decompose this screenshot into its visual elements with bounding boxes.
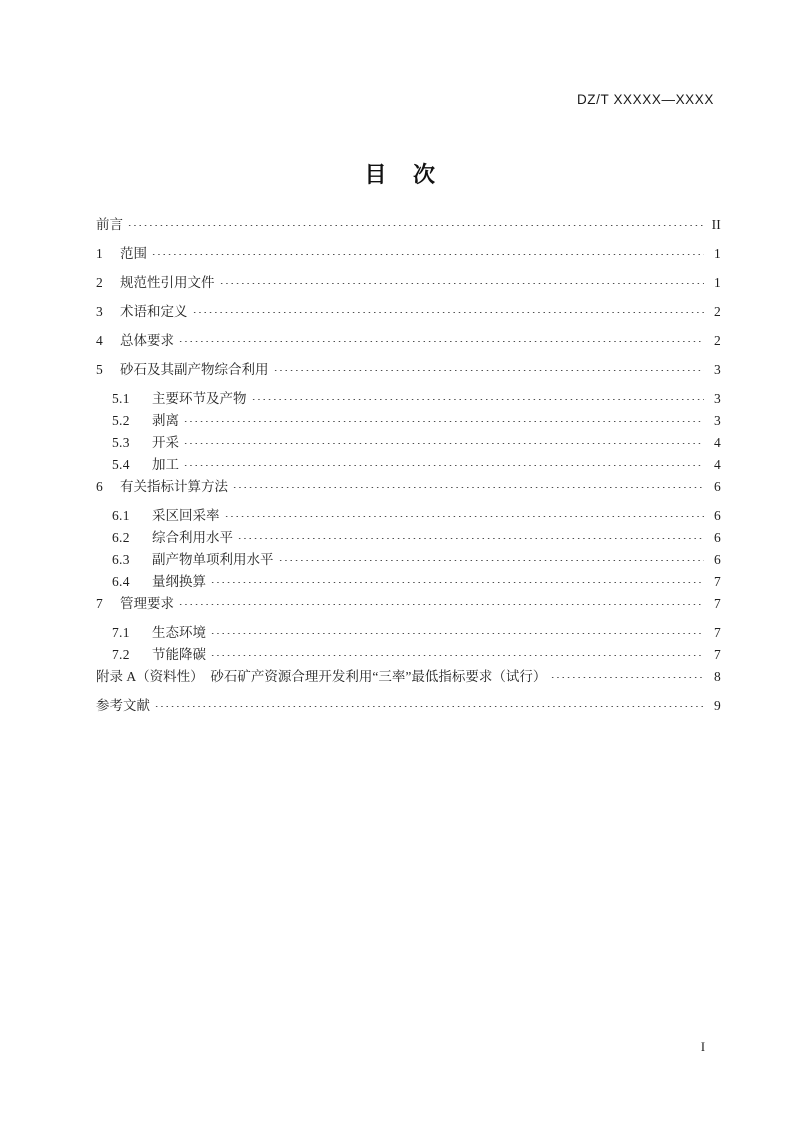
toc-dot-leader <box>183 456 704 469</box>
toc-dot-leader <box>273 361 705 374</box>
toc-entry-number: 7 <box>96 596 104 611</box>
toc-entry-label: 生态环境 <box>152 625 206 640</box>
toc-dot-leader <box>251 390 705 403</box>
toc-entry[interactable] <box>96 478 721 494</box>
toc-entry-page-number: 7 <box>714 625 721 640</box>
toc-entry[interactable] <box>96 412 721 428</box>
toc-dot-leader <box>210 646 704 659</box>
toc-entry[interactable] <box>96 303 721 319</box>
toc-entry-label: 综合利用水平 <box>152 530 233 545</box>
toc-entry[interactable] <box>96 456 721 472</box>
toc-entry-number: 6.2 <box>112 530 130 545</box>
toc-entry-number: 4 <box>96 333 104 348</box>
toc-dot-leader <box>219 274 705 287</box>
toc-entry[interactable] <box>96 390 721 406</box>
toc-entry-page-number: 8 <box>714 669 721 684</box>
toc-entry-number: 6 <box>96 479 104 494</box>
toc-entry-page-number: 4 <box>714 435 721 450</box>
toc-entry-number: 1 <box>96 246 104 261</box>
toc-dot-leader <box>192 303 705 316</box>
toc-entry[interactable] <box>96 529 721 545</box>
toc-entry-number: 7.2 <box>112 647 130 662</box>
toc-entry-number: 5.3 <box>112 435 130 450</box>
toc-entry-label: 规范性引用文件 <box>120 275 215 290</box>
toc-entry-label: 副产物单项利用水平 <box>152 552 274 567</box>
toc-entry-page-number: 7 <box>714 647 721 662</box>
toc-entry[interactable] <box>96 646 721 662</box>
page-title-char-1: 目 <box>364 162 387 187</box>
toc-dot-leader <box>232 478 704 491</box>
toc-entry-label: 管理要求 <box>120 596 174 611</box>
toc-entry-label: 剥离 <box>152 413 179 428</box>
toc-entry-page-number: 6 <box>714 530 721 545</box>
toc-dot-leader <box>210 624 704 637</box>
page-title <box>0 158 800 189</box>
standard-code-header: DZ/T XXXXX—XXXX <box>576 92 714 107</box>
toc-entry[interactable] <box>96 332 721 348</box>
toc-entry-page-number: 6 <box>714 552 721 567</box>
toc-entry-number: 6.3 <box>112 552 130 567</box>
toc-entry-label: 加工 <box>152 457 179 472</box>
toc-entry-page-number: 2 <box>714 304 721 319</box>
toc-entry[interactable] <box>96 595 721 611</box>
toc-entry-label: 参考文献 <box>96 698 150 713</box>
toc-entry[interactable] <box>96 668 721 684</box>
toc-dot-leader <box>237 529 704 542</box>
toc-entry-number: 5.1 <box>112 391 130 406</box>
toc-entry-label: 前言 <box>96 217 123 232</box>
toc-entry-page-number: 3 <box>714 362 721 377</box>
toc-entry[interactable] <box>96 245 721 261</box>
toc-entry-page-number: 2 <box>714 333 721 348</box>
toc-dot-leader <box>210 573 704 586</box>
toc-entry-number: 5.2 <box>112 413 130 428</box>
toc-dot-leader <box>127 216 704 229</box>
toc-dot-leader <box>178 595 704 608</box>
toc-entry-number: 5 <box>96 362 104 377</box>
toc-entry-page-number: II <box>711 217 721 232</box>
page-title-char-2: 次 <box>413 162 436 187</box>
toc-entry-label: 主要环节及产物 <box>152 391 247 406</box>
toc-entry[interactable] <box>96 697 721 713</box>
toc-entry-page-number: 6 <box>714 479 721 494</box>
toc-entry-label: 附录 A（资料性） 砂石矿产资源合理开发利用“三率”最低指标要求（试行） <box>96 669 547 684</box>
toc-entry[interactable] <box>96 274 721 290</box>
toc-entry[interactable] <box>96 507 721 523</box>
toc-entry-label: 术语和定义 <box>120 304 188 319</box>
toc-entry-number: 7.1 <box>112 625 130 640</box>
toc-entry-label: 总体要求 <box>120 333 174 348</box>
table-of-contents <box>96 216 721 726</box>
toc-entry-page-number: 7 <box>714 596 721 611</box>
toc-entry-number: 6.1 <box>112 508 130 523</box>
toc-entry-number: 5.4 <box>112 457 130 472</box>
toc-entry-number: 3 <box>96 304 104 319</box>
toc-entry-label: 节能降碳 <box>152 647 206 662</box>
toc-entry-page-number: 1 <box>714 246 721 261</box>
toc-dot-leader <box>151 245 704 258</box>
toc-dot-leader <box>183 434 704 447</box>
toc-entry[interactable] <box>96 551 721 567</box>
toc-dot-leader <box>278 551 705 564</box>
toc-dot-leader <box>154 697 704 710</box>
toc-entry-label: 有关指标计算方法 <box>120 479 228 494</box>
toc-entry-label: 量纲换算 <box>152 574 206 589</box>
footer-page-number: I <box>700 1040 705 1054</box>
toc-entry[interactable] <box>96 216 721 232</box>
toc-dot-leader <box>178 332 704 345</box>
toc-entry-label: 采区回采率 <box>152 508 220 523</box>
toc-entry[interactable] <box>96 573 721 589</box>
toc-entry-label: 砂石及其副产物综合利用 <box>120 362 269 377</box>
toc-entry-label: 开采 <box>152 435 179 450</box>
toc-dot-leader <box>550 668 704 681</box>
toc-entry-number: 2 <box>96 275 104 290</box>
toc-entry-page-number: 4 <box>714 457 721 472</box>
toc-entry-page-number: 9 <box>714 698 721 713</box>
toc-entry[interactable] <box>96 434 721 450</box>
toc-entry[interactable] <box>96 361 721 377</box>
toc-entry-page-number: 7 <box>714 574 721 589</box>
toc-entry-number: 6.4 <box>112 574 130 589</box>
toc-entry-page-number: 3 <box>714 391 721 406</box>
toc-entry-page-number: 6 <box>714 508 721 523</box>
toc-entry[interactable] <box>96 624 721 640</box>
toc-entry-page-number: 3 <box>714 413 721 428</box>
toc-entry-label: 范围 <box>120 246 147 261</box>
toc-dot-leader <box>183 412 704 425</box>
toc-entry-page-number: 1 <box>714 275 721 290</box>
toc-dot-leader <box>224 507 705 520</box>
